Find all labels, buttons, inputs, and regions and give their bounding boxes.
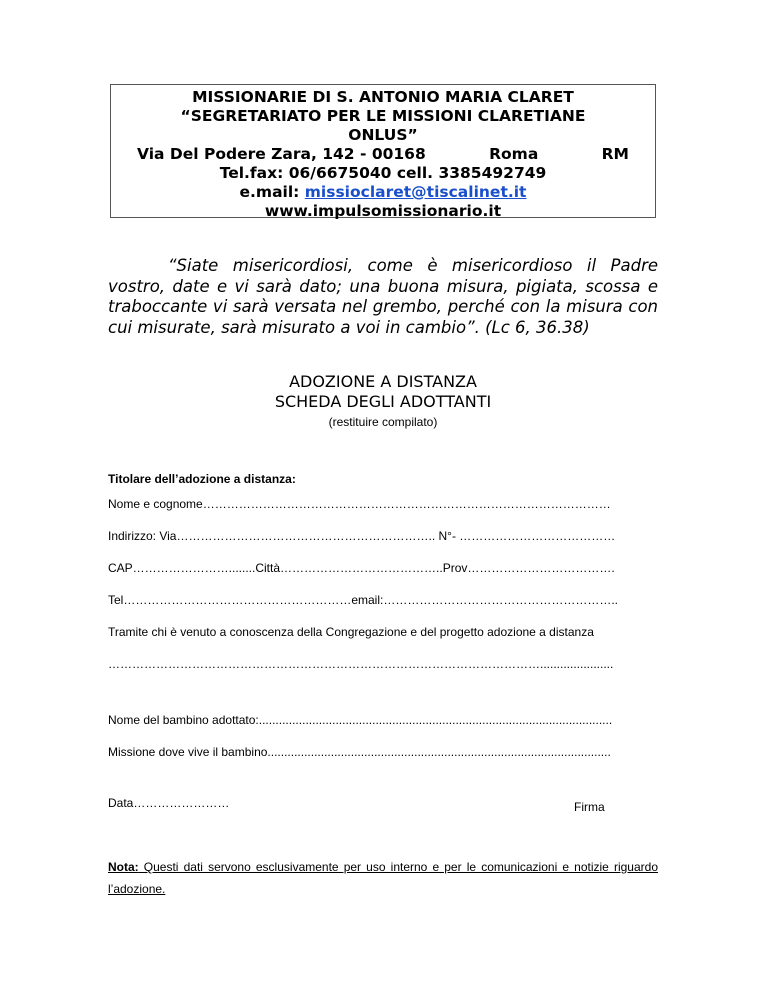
address-prov: RM: [601, 145, 629, 163]
header-box: [110, 84, 656, 218]
field-nome-cognome[interactable]: Nome e cognome…………………………………………………………………………………………: [108, 497, 611, 511]
address-city: Roma: [489, 145, 539, 163]
address-street: Via Del Podere Zara, 142 - 00168: [137, 145, 426, 163]
org-website: www.impulsomissionario.it: [264, 202, 502, 220]
field-missione[interactable]: Missione dove vive il bambino.......................................................................................................: [108, 745, 611, 759]
form-section-title: Titolare dell’adozione a distanza:: [108, 472, 296, 486]
scripture-quote: “Siate misericordiosi, come è misericordioso il Padre vostro, date e vi sarà dato; una buona misura, pigiata, scossa e traboccante vi sarà versata nel grembo, perché con la misura con cui misurate, sarà misurato a voi in cambio”. (Lc 6, 36.38): [108, 256, 658, 337]
field-data[interactable]: Data……………………: [108, 796, 230, 810]
field-cap-citta-prov[interactable]: CAP……………………........Città…………………………………..Prov……………………………….: [108, 561, 615, 575]
nota-paragraph: [108, 856, 658, 900]
org-subtitle: “SEGRETARIATO PER LE MISSIONI CLARETIANE: [180, 107, 586, 125]
field-tramite-label: Tramite chi è venuto a conoscenza della Congregazione e del progetto adozione a distanza: [108, 625, 594, 639]
org-onlus: ONLUS”: [348, 126, 418, 144]
org-address: [111, 145, 655, 164]
nota-label: Nota:: [108, 860, 139, 874]
org-email-line: [111, 183, 655, 202]
field-indirizzo[interactable]: Indirizzo: Via……………………………………………………….. N°- …………………………………: [108, 529, 616, 543]
org-name: MISSIONARIE DI S. ANTONIO MARIA CLARET: [192, 88, 574, 106]
title-line-2: SCHEDA DEGLI ADOTTANTI: [274, 392, 492, 411]
field-tel-email[interactable]: Tel…………………………………………………email:…………………………………………………..: [108, 593, 619, 607]
email-link[interactable]: missioclaret@tiscalinet.it: [304, 183, 527, 201]
field-tramite-line[interactable]: ………………………………………………………………………………………………......................: [108, 657, 614, 671]
title-line-1: ADOZIONE A DISTANZA: [289, 372, 477, 391]
nota-text: Questi dati servono esclusivamente per uso interno e per le comunicazioni e notizie riguardo l’adozione.: [108, 860, 658, 896]
field-nome-bambino[interactable]: Nome del bambino adottato:..........................................................................................................: [108, 713, 613, 727]
email-label: e.mail:: [239, 183, 305, 201]
firma-label: Firma: [574, 800, 605, 814]
title-subtitle: (restituire compilato): [328, 415, 438, 429]
org-phone: Tel.fax: 06/6675040 cell. 3385492749: [219, 164, 547, 182]
document-title: [108, 372, 658, 430]
